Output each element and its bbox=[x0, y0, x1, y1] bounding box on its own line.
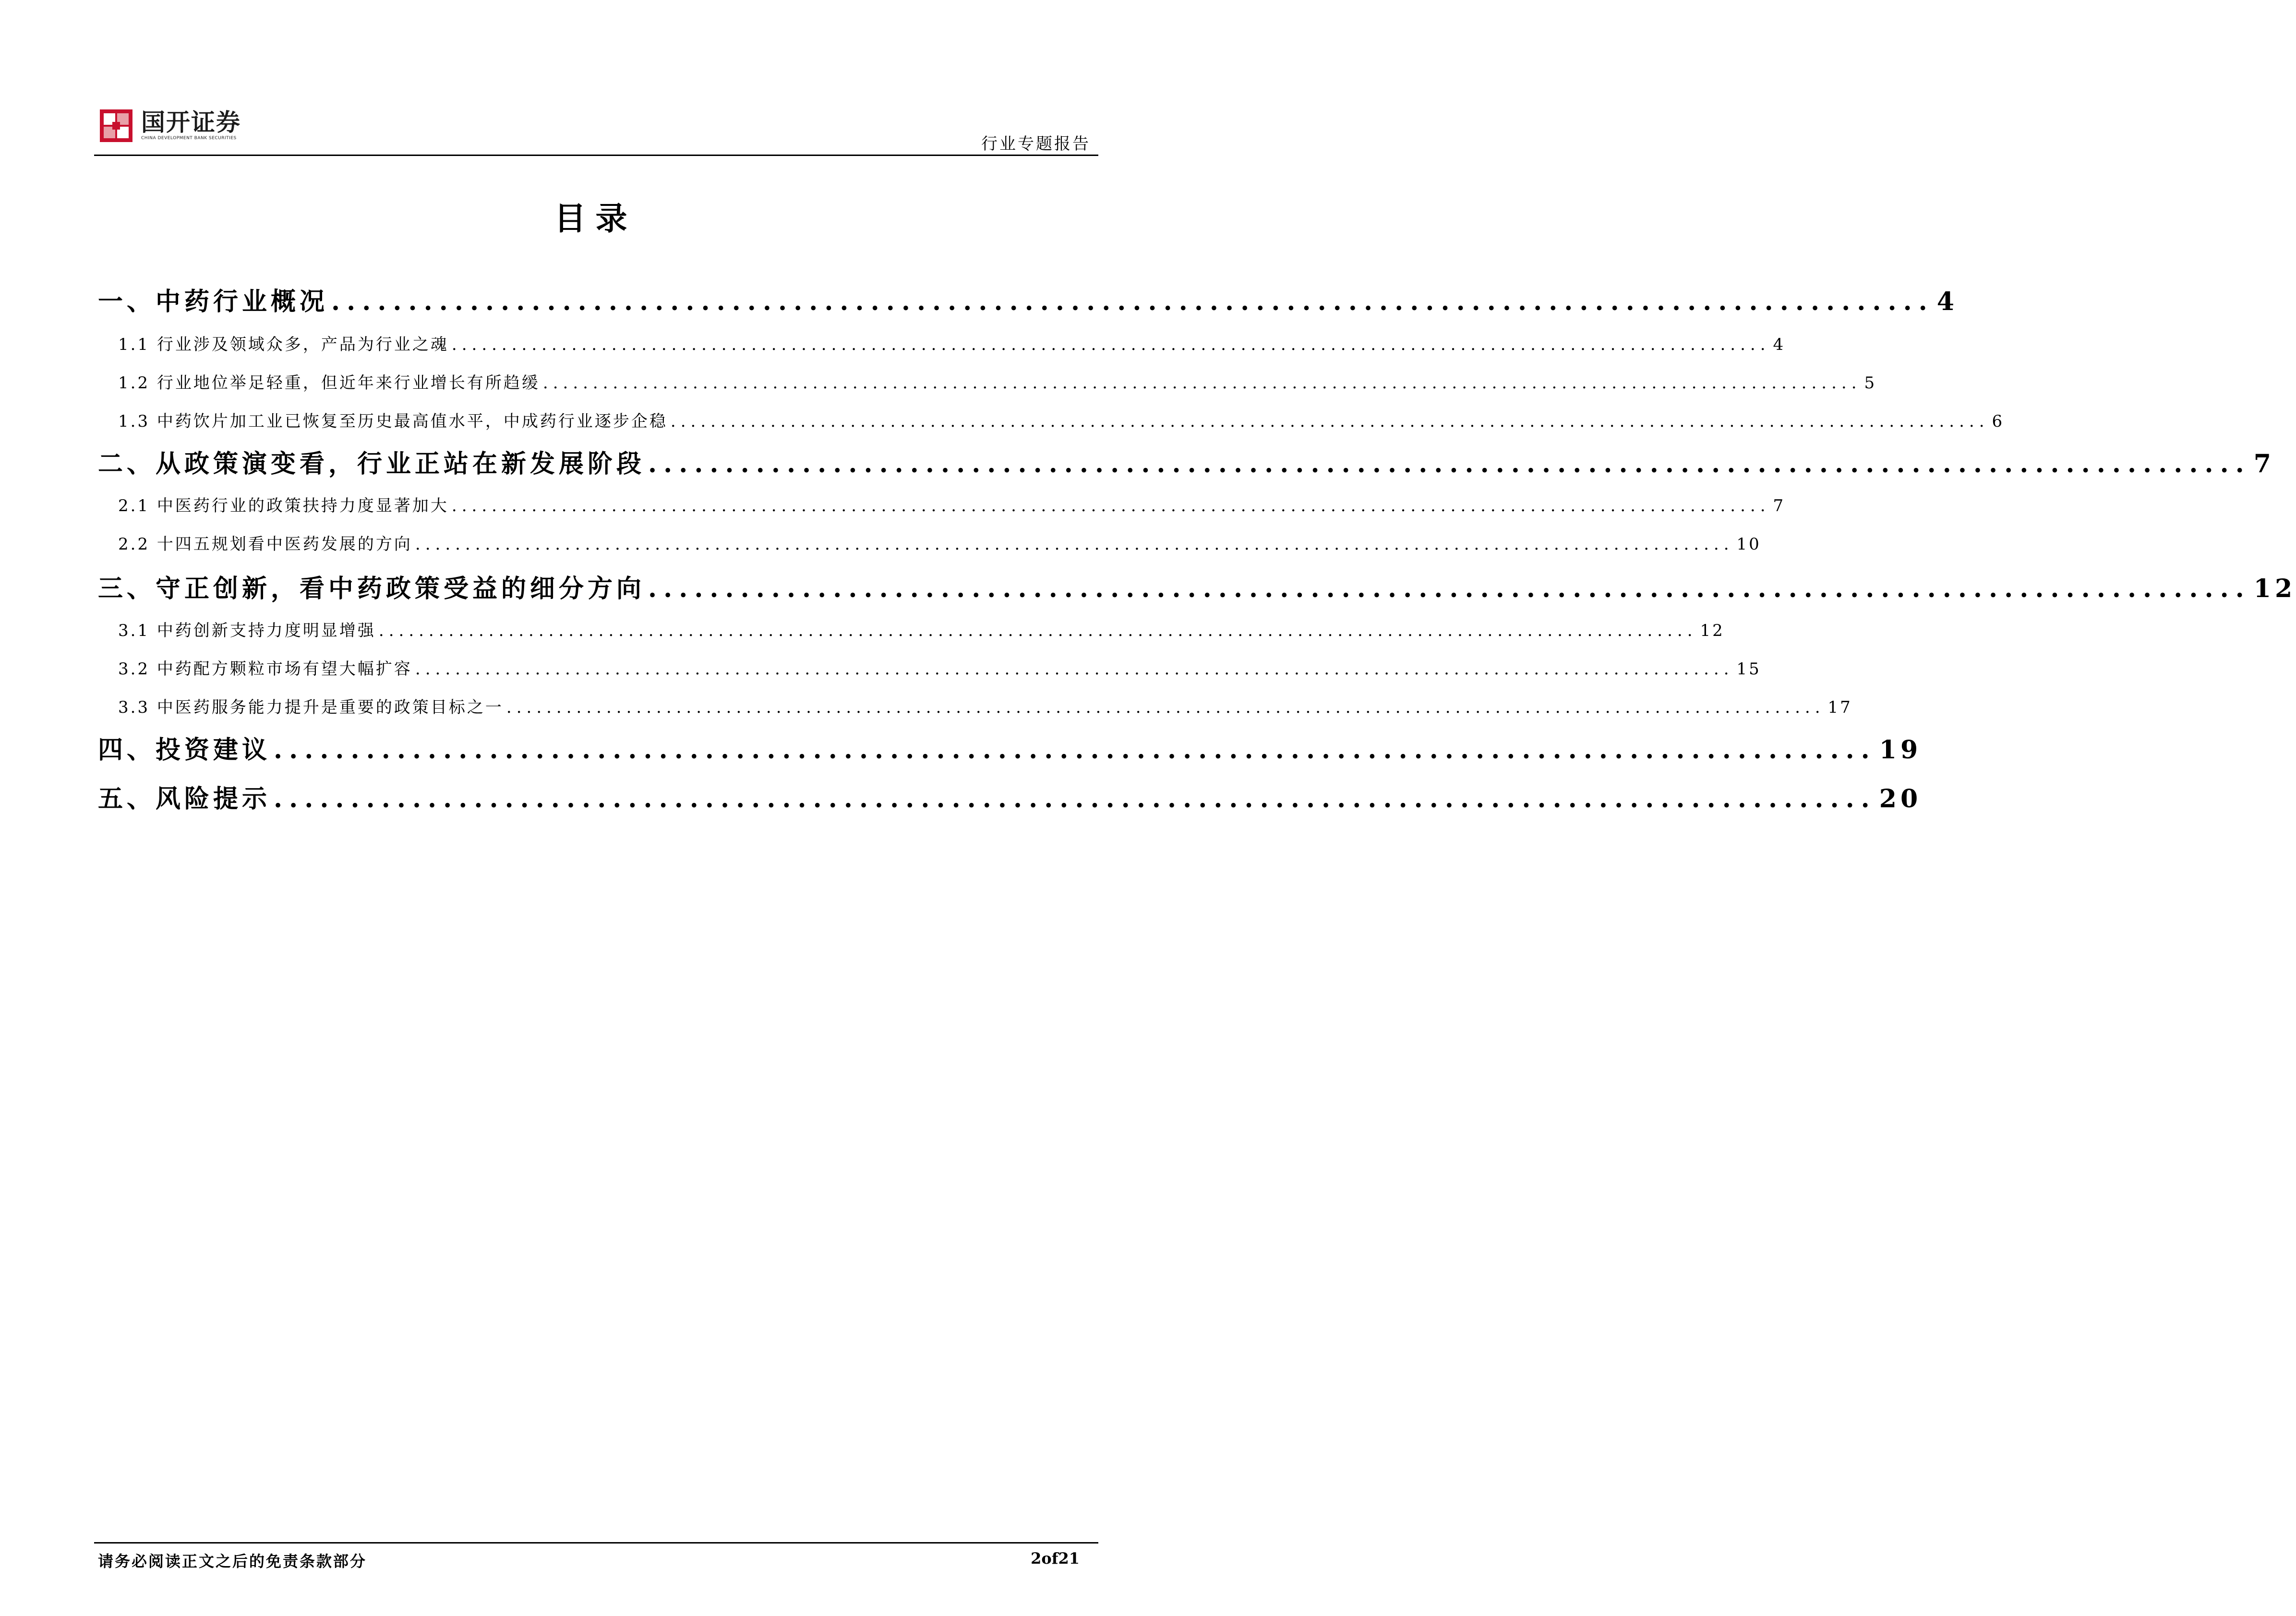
toc-entry-label: 2.2 十四五规划看中医药发展的方向 bbox=[118, 535, 412, 554]
footer-divider bbox=[94, 1542, 1098, 1544]
toc-entry-section-3[interactable] bbox=[98, 568, 2296, 604]
dot-leader: ........................................................................................................ bbox=[274, 735, 1876, 765]
dot-leader: .................................................................................................................................... bbox=[378, 621, 1697, 640]
toc-entry-label: 二、从政策演变看，行业正站在新发展阶段 bbox=[98, 449, 646, 479]
toc-entry-page: 19 bbox=[1879, 735, 1922, 765]
logo-icon bbox=[100, 109, 132, 142]
toc-entry-page: 10 bbox=[1736, 535, 1761, 554]
toc-entry-1-3[interactable] bbox=[118, 408, 2005, 431]
toc-entry-page: 20 bbox=[1879, 784, 1922, 814]
header-divider bbox=[94, 155, 1098, 156]
toc-entry-page: 4 bbox=[1936, 287, 1958, 316]
toc-entry-page: 12 bbox=[1700, 621, 1725, 640]
dot-leader: ........................................................................................................ bbox=[331, 287, 1934, 316]
company-logo bbox=[100, 109, 241, 142]
toc-entry-page: 15 bbox=[1736, 659, 1761, 679]
toc-title: 目录 bbox=[554, 200, 637, 237]
toc-entry-label: 2.1 中医药行业的政策扶持力度显著加大 bbox=[118, 496, 449, 515]
logo-english-name: CHINA DEVELOPMENT BANK SECURITIES bbox=[141, 136, 237, 141]
dot-leader: .................................................................................................................................... bbox=[451, 335, 1770, 354]
toc-entry-page: 4 bbox=[1773, 335, 1786, 354]
toc-entry-label: 1.3 中药饮片加工业已恢复至历史最高值水平，中成药行业逐步企稳 bbox=[118, 412, 668, 431]
toc-entry-page: 5 bbox=[1864, 373, 1877, 393]
toc-entry-section-1[interactable] bbox=[98, 281, 1958, 317]
dot-leader: .................................................................................................................................... bbox=[415, 659, 1734, 679]
toc-entry-label: 3.1 中药创新支持力度明显增强 bbox=[118, 621, 376, 640]
toc-entry-label: 3.2 中药配方颗粒市场有望大幅扩容 bbox=[118, 659, 412, 679]
logo-chinese-name: 国开证券 bbox=[141, 108, 241, 136]
footer-disclaimer: 请务必阅读正文之后的免责条款部分 bbox=[98, 1552, 367, 1570]
toc-entry-2-2[interactable] bbox=[118, 531, 1761, 554]
dot-leader: .................................................................................................................................... bbox=[506, 698, 1825, 717]
toc-entry-3-2[interactable] bbox=[118, 656, 1761, 679]
toc-entry-page: 7 bbox=[1773, 496, 1786, 515]
dot-leader: ........................................................................................................ bbox=[648, 449, 2251, 479]
toc-entry-label: 四、投资建议 bbox=[98, 735, 271, 765]
report-type-label: 行业专题报告 bbox=[981, 134, 1091, 154]
toc-entry-page: 12 bbox=[2253, 574, 2296, 603]
toc-entry-label: 1.1 行业涉及领域众多，产品为行业之魂 bbox=[118, 335, 449, 354]
dot-leader: ........................................................................................................ bbox=[648, 574, 2251, 603]
toc-entry-section-2[interactable] bbox=[98, 443, 2275, 479]
toc-entry-1-2[interactable] bbox=[118, 370, 1877, 393]
toc-entry-page: 7 bbox=[2253, 449, 2275, 479]
dot-leader: .................................................................................................................................... bbox=[451, 496, 1770, 515]
toc-entry-label: 3.3 中医药服务能力提升是重要的政策目标之一 bbox=[118, 698, 504, 717]
toc-entry-3-3[interactable] bbox=[118, 694, 1852, 718]
toc-entry-3-1[interactable] bbox=[118, 617, 1725, 641]
dot-leader: ........................................................................................................ bbox=[274, 784, 1876, 814]
toc-entry-page: 6 bbox=[1992, 412, 2005, 431]
toc-entry-2-1[interactable] bbox=[118, 492, 1786, 516]
toc-entry-label: 三、守正创新，看中药政策受益的细分方向 bbox=[98, 574, 646, 603]
toc-entry-label: 五、风险提示 bbox=[98, 784, 271, 814]
toc-entry-label: 1.2 行业地位举足轻重，但近年来行业增长有所趋缓 bbox=[118, 373, 540, 393]
toc-entry-label: 一、中药行业概况 bbox=[98, 287, 329, 316]
dot-leader: .................................................................................................................................... bbox=[415, 535, 1734, 554]
toc-entry-1-1[interactable] bbox=[118, 331, 1786, 355]
toc-entry-section-4[interactable] bbox=[98, 730, 1922, 766]
page-number: 2of21 bbox=[1031, 1549, 1080, 1568]
toc-entry-page: 17 bbox=[1827, 698, 1852, 717]
dot-leader: .................................................................................................................................... bbox=[542, 373, 1862, 393]
toc-entry-section-5[interactable] bbox=[98, 778, 1922, 814]
page-header bbox=[94, 106, 1098, 156]
dot-leader: .................................................................................................................................... bbox=[670, 412, 1989, 431]
